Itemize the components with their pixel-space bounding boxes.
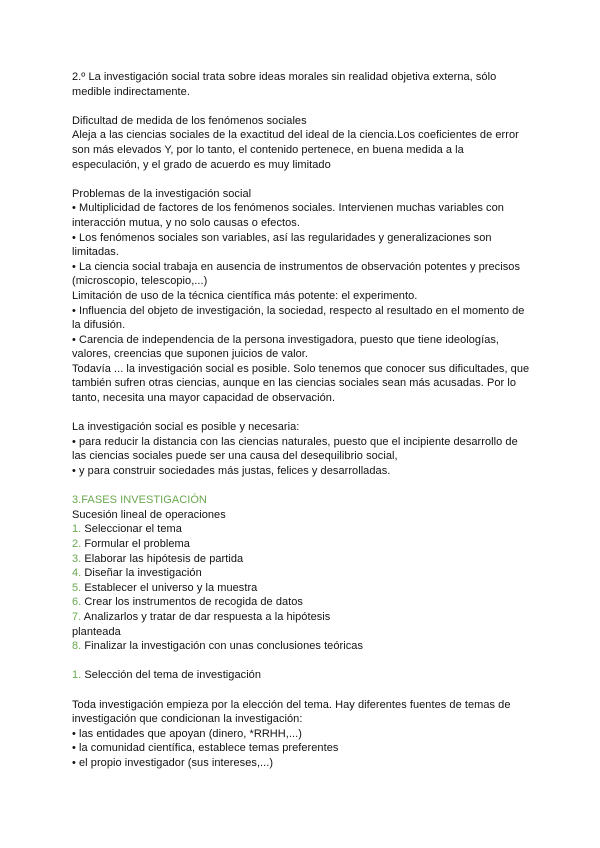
step-text: Establecer el universo y la muestra: [81, 581, 258, 594]
step-number: 6.: [72, 596, 82, 609]
step-number: 4.: [72, 567, 82, 580]
problemas-bullet: • Carencia de independencia de la persona investigadora, puesto que tiene ideologías, valores, creencias que suponen juicios de valor.: [72, 333, 500, 361]
posible-bullet: • y para construir sociedades más justas, felices y desarrolladas.: [72, 465, 391, 478]
seleccion-bullet: • la comunidad científica, establece temas preferentes: [72, 742, 339, 755]
step-number: 7.: [72, 610, 82, 623]
fase-step: [72, 566, 532, 581]
fase-step: [72, 522, 532, 537]
problemas-title: Problemas de la investigación social: [72, 187, 252, 200]
posible-title: La investigación social es posible y necesaria:: [72, 421, 300, 434]
spacer: [72, 479, 532, 494]
step-number: 8.: [72, 640, 82, 653]
dificultad-text: Aleja a las ciencias sociales de la exactitud del ideal de la ciencia.Los coeficientes de error son más elevados Y, por lo tanto, el contenido pertenece, en buena medida a la especulación, y el grado de acuerdo es muy limitado: [72, 129, 519, 171]
step-text: Diseñar la investigación: [81, 567, 202, 580]
step-text: Elaborar las hipótesis de partida: [81, 552, 244, 565]
step-number: 1.: [72, 523, 82, 536]
fase-step: [72, 639, 532, 654]
seleccion-number: 1.: [72, 669, 82, 682]
spacer: [72, 406, 532, 421]
step-number: 3.: [72, 552, 82, 565]
dificultad-title: Dificultad de medida de los fenómenos sociales: [72, 114, 307, 127]
fase-step: [72, 552, 532, 567]
problemas-bullet: • Los fenómenos sociales son variables, así las regularidades y generalizaciones son limitadas.: [72, 231, 492, 259]
fases-subtitle: Sucesión lineal de operaciones: [72, 508, 226, 521]
seleccion-heading: [72, 668, 532, 683]
problemas-bullet: • Multiplicidad de factores de los fenómenos sociales. Intervienen muchas variables con interacción mutua, y no solo causas o efectos.: [72, 202, 504, 229]
seleccion-bullet: • las entidades que apoyan (dinero, *RRHH,...): [72, 727, 302, 740]
intro-point: 2.º La investigación social trata sobre ideas morales sin realidad objetiva externa, sólo medible indirectamente.: [72, 71, 497, 98]
spacer: [72, 99, 532, 114]
step-number: 2.: [72, 538, 82, 550]
seleccion-title: Selección del tema de investigación: [81, 669, 262, 682]
limitacion-text: Limitación de uso de la técnica científica más potente: el experimento.: [72, 289, 418, 302]
spacer: [72, 654, 532, 669]
problemas-bullet: • La ciencia social trabaja en ausencia de instrumentos de observación potentes y precisos (microscopio, telescopio,...): [72, 260, 520, 288]
fase-step: [72, 610, 532, 625]
posible-bullet: • para reducir la distancia con las ciencias naturales, puesto que el incipiente desarrollo de las ciencias sociales puede ser una causa del desequilibrio social,: [72, 435, 518, 463]
document-page: [72, 70, 532, 771]
step-text: Crear los instrumentos de recogida de datos: [81, 596, 303, 609]
step-text: Finalizar la investigación con unas conclusiones teóricas: [81, 640, 363, 653]
seleccion-text: Toda investigación empieza por la elección del tema. Hay diferentes fuentes de temas de investigación que condicionan la investigación:: [72, 698, 511, 726]
seleccion-bullet: • el propio investigador (sus intereses,...): [72, 756, 274, 769]
fase-step: [72, 595, 532, 610]
step-number: 5.: [72, 581, 82, 594]
fase-step-continuation: planteada: [72, 625, 121, 638]
step-text: Seleccionar el tema: [81, 523, 182, 536]
spacer: [72, 172, 532, 187]
step-text: Analizarlos y tratar de dar respuesta a la hipótesis: [81, 610, 331, 623]
todavia-text: Todavía ... la investigación social es posible. Solo tenemos que conocer sus dificultades, que también sufren otras ciencias, aunque en las ciencias sociales sean más acusadas. Por lo tanto, necesita una mayor capacidad de observación.: [72, 362, 530, 405]
step-text: Formular el problema: [81, 538, 190, 550]
fases-heading: 3.FASES INVESTIGACIÓN: [72, 494, 207, 507]
spacer: [72, 683, 532, 698]
problemas-bullet: • Influencia del objeto de investigación, la sociedad, respecto al resultado en el momento de la difusión.: [72, 304, 525, 332]
fase-step: [72, 581, 532, 596]
fase-step: [72, 537, 532, 552]
